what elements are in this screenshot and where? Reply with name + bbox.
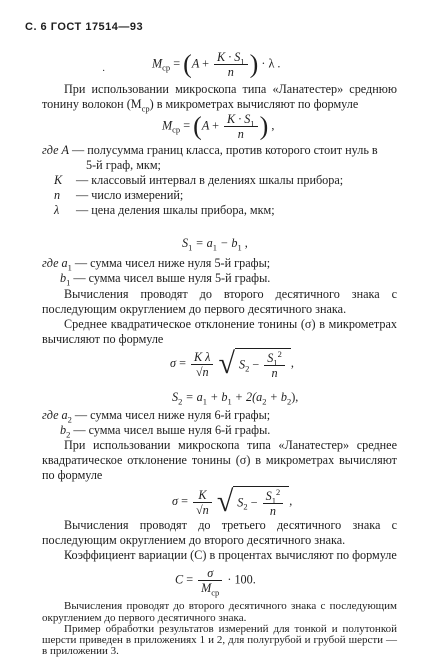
paragraph-rounding-2: Вычисления проводят до третьего десятичного знака с последующим округлением до второго десятичного знака. bbox=[42, 518, 397, 547]
page-header: С. 6 ГОСТ 17514—93 bbox=[25, 21, 144, 33]
paragraph-rounding-1: Вычисления проводят до второго десятичного знака с последующим округлением до первого десятичного знака. bbox=[42, 287, 397, 316]
formula-mean-fineness: $M_{ср} = (A$ + $\frac{K \cdot S_1}{n}$ ) · λ . bbox=[152, 49, 281, 79]
definition-row: n — число измерений; bbox=[54, 188, 184, 202]
formula-sigma: σ = $\frac{\text{K λ}}{√n}$ √ $S_2$ − $\frac{S_1^2}{n}$ , bbox=[170, 347, 294, 380]
paragraph-example: Пример обработки результатов измерений для тонкой и полутонкой шерсти приведен в приложениях 1 и 2, для полугрубой и грубой шерсти — в приложении 3. bbox=[42, 623, 397, 657]
paragraph-lanatester-sigma: При использовании микроскопа типа «Ланатестер» среднее квадратическое отклонение тонины (σ) в микрометрах вычисляют по формуле bbox=[42, 438, 397, 482]
definition-row: 5-й граф, мкм; bbox=[86, 158, 161, 172]
formula-s1: $S_1 = a_1 - b_1$ , bbox=[182, 236, 248, 253]
paragraph-rounding-3: Вычисления проводят до второго десятичного знака с последующим округлением до первого десятичного знака. bbox=[42, 600, 397, 624]
definition-row: λ — цена деления шкалы прибора, мкм; bbox=[54, 203, 275, 217]
paragraph-variation: Коэффициент вариации (C) в процентах вычисляют по формуле bbox=[64, 548, 397, 562]
definition-row: где $a_1$ — сумма чисел ниже нуля 5-й графы; bbox=[42, 256, 271, 273]
paragraph-std-deviation: Среднее квадратическое отклонение тонины (σ) в микрометрах вычисляют по формуле bbox=[42, 317, 397, 346]
definition-row: $b_2$ — сумма чисел выше нуля 6-й графы. bbox=[60, 423, 271, 440]
definition-row: $b_1$ — сумма чисел выше нуля 5-й графы. bbox=[60, 271, 271, 288]
formula-mean-fineness-lanatester: $M_{ср} = (A$ + $\frac{K \cdot S_1}{n}$ ) , bbox=[162, 111, 275, 141]
formula-s2: $S_2 = a_1 + b_1 + 2(a_2 + b_2)$, bbox=[172, 390, 299, 407]
formula-variation: C = $\frac{\sigma}{M_{ср}}$ · 100. bbox=[175, 566, 256, 598]
definition-row: где $a_2$ — сумма чисел ниже нуля 6-й графы; bbox=[42, 408, 271, 425]
formula-sigma-lanatester: σ = $\frac{K}{√n}$ √ $S_2$ − $\frac{S_1^2}{n}$ , bbox=[172, 485, 293, 518]
paragraph-lanatester-mean: При использовании микроскопа типа «Ланатестер» среднюю тонину волокон $(M_{ср})$ в микрометрах вычисляют по формуле bbox=[42, 82, 397, 114]
stray-mark: · bbox=[102, 66, 106, 77]
definition-row: K — классовый интервал в делениях шкалы прибора; bbox=[54, 173, 344, 187]
definition-row: где A — полусумма границ класса, против которого стоит нуль в bbox=[42, 143, 378, 157]
